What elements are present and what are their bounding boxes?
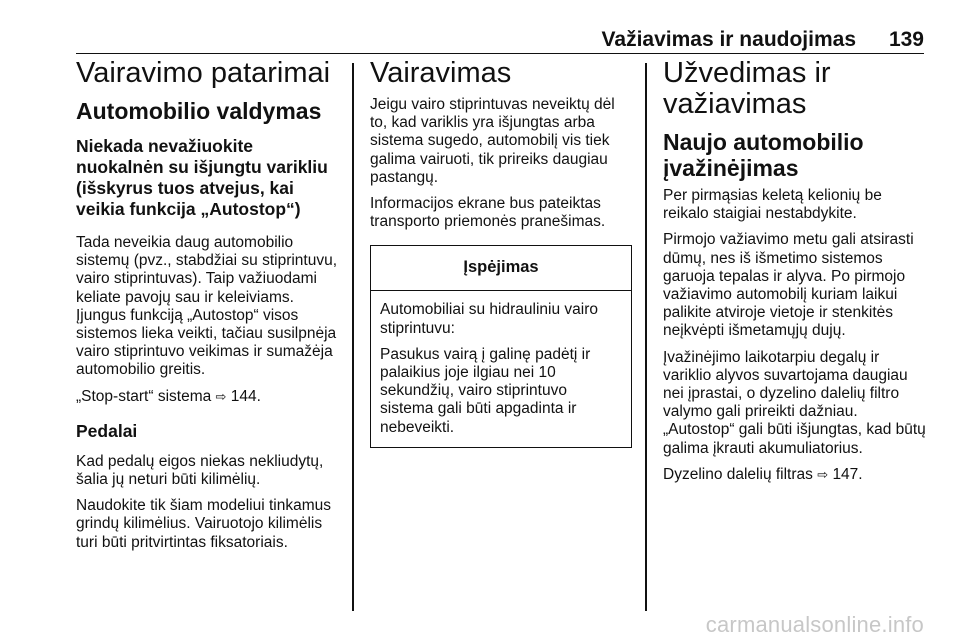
warning-title: Įspėjimas xyxy=(371,246,631,291)
paragraph-braking: Per pirmąsias keletą kelionių be reikalo staigiai nestabdykite. xyxy=(663,187,882,223)
section-heading-vehicle-control: Automobilio valdymas xyxy=(76,98,322,124)
cross-reference-diesel-filter[interactable] xyxy=(663,466,927,484)
warning-body xyxy=(371,291,631,446)
warning-heading-no-coasting: Niekada nevažiuokite nuokalnėn su išjungtu varikliu (išskyrus tuos atvejus, kai veikia funkcija „Autostop“) xyxy=(76,136,328,219)
watermark-text: carmanualsonline.info xyxy=(705,612,924,637)
column-divider-1 xyxy=(352,63,354,611)
column-2 xyxy=(370,58,632,448)
reference-text: „Stop-start“ sistema xyxy=(76,387,212,405)
reference-text: Dyzelino dalelių filtras xyxy=(663,465,813,483)
driving-heading: Vairavimas xyxy=(370,57,512,89)
page-header xyxy=(76,27,924,54)
column-1 xyxy=(76,58,342,552)
paragraph-consumption: Įvažinėjimo laikotarpiu degalų ir variklio alyvos suvartojama daugiau nei įprastai, o dyzelino dalelių filtro valymo gali prireikti dažniau. „Autostop“ gali būti išjungtas, kad būtų galima įkrauti akumuliatorius. xyxy=(663,348,926,457)
warning-paragraph-2: Pasukus vairą į galinę padėtį ir palaikius joje ilgiau nei 10 sekundžių, vairo stiprintuvo sistema gali būti apgadinta ir nebeveikti. xyxy=(380,345,591,436)
column-divider-2 xyxy=(645,63,647,611)
paragraph-smoke: Pirmojo važiavimo metu gali atsirasti dūmų, nes iš išmetimo sistemos garuoja tepalas ir alyva. Po pirmojo važiavimo automobilį kuriam laikui palikite atviroje vietoje ir stenkitės neįkvėpti išmetamųjų dujų. xyxy=(663,231,914,340)
warning-box xyxy=(370,245,632,447)
page-number: 139 xyxy=(888,28,924,51)
column-3 xyxy=(663,58,927,484)
paragraph-pedals: Kad pedalų eigos niekas nekliudytų, šalia jų neturi būti kilimėlių. xyxy=(76,452,324,489)
warning-paragraph-1: Automobiliai su hidrauliniu vairo stiprintuvu: xyxy=(380,301,598,337)
paragraph-steering: Jeigu vairo stiprintuvas neveiktų dėl to, kad variklis yra išjungtas arba sistema sugedo, automobilį vis tiek galima vairuoti, tik prireiks daugiau pastangų. xyxy=(370,96,615,186)
page-ref-arrow-icon: ⇨ xyxy=(817,466,829,482)
running-in-heading: Naujo automobilio įvažinėjimas xyxy=(663,129,864,181)
paragraph-mats: Naudokite tik šiam modeliui tinkamus grindų kilimėlius. Vairuotojo kilimėlis turi būti pritvirtintas fiksatoriais. xyxy=(76,497,331,551)
reference-page: 147. xyxy=(832,465,863,483)
chapter-title: Vairavimo patarimai xyxy=(76,57,331,89)
paragraph-display-message: Informacijos ekrane bus pateiktas transporto priemonės pranešimas. xyxy=(370,195,606,231)
reference-page: 144. xyxy=(230,387,261,405)
starting-driving-heading: Užvedimas ir važiavimas xyxy=(663,57,831,120)
pedals-heading: Pedalai xyxy=(76,420,138,441)
section-title: Važiavimas ir naudojimas xyxy=(601,28,856,51)
page-ref-arrow-icon: ⇨ xyxy=(215,388,227,404)
paragraph-systems: Tada neveikia daug automobilio sistemų (pvz., stabdžiai su stiprintuvu, vairo stiprintuvas). Taip važiuodami keliate pavojų sau ir keleiviams. Įjungus funkciją „Autostop“ visos sistemos lieka veikti, tačiau susilpnėja vairo stiprintuvo veikimas ir sumažėja automobilio greitis. xyxy=(76,234,338,379)
cross-reference-stop-start[interactable] xyxy=(76,388,342,406)
